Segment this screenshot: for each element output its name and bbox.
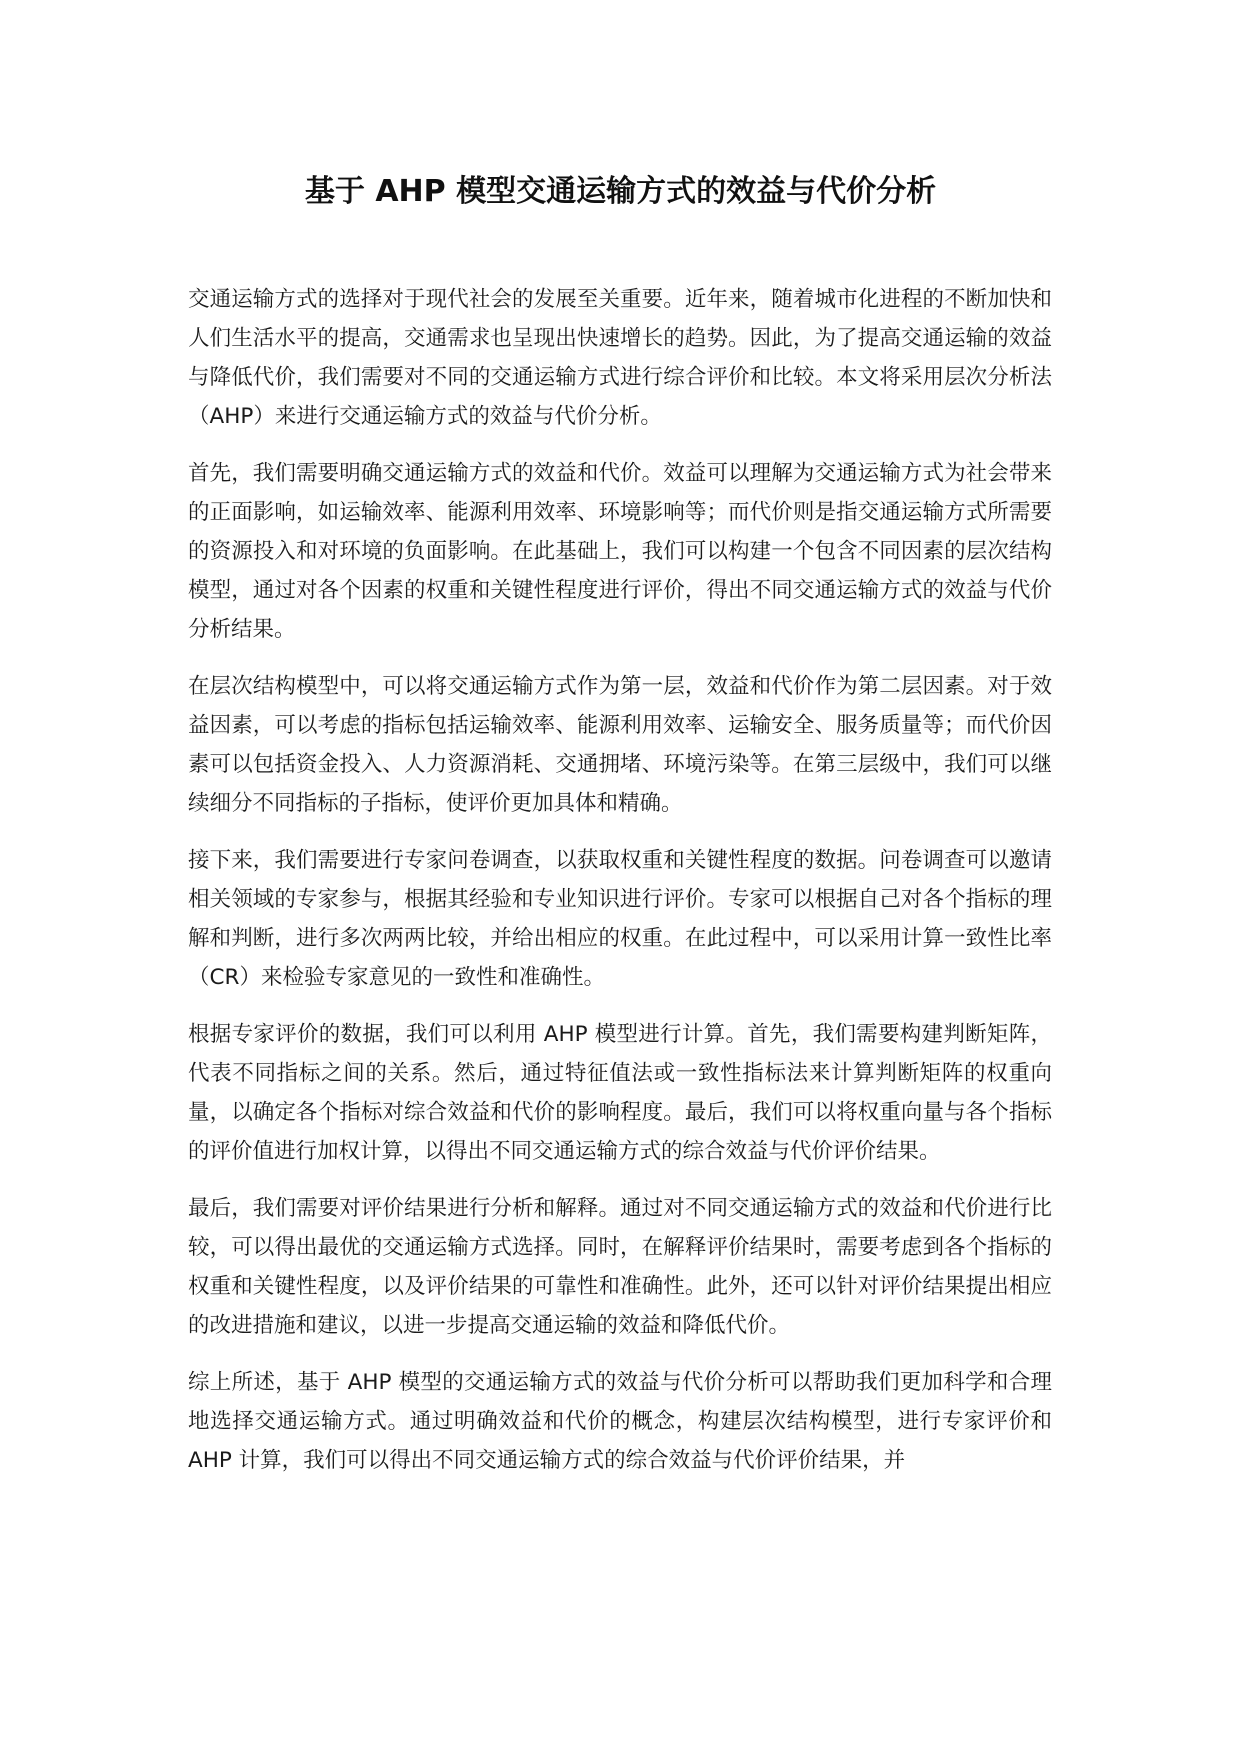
paragraph: 首先，我们需要明确交通运输方式的效益和代价。效益可以理解为交通运输方式为社会带来的正面影响，如运输效率、能源利用效率、环境影响等；而代价则是指交通运输方式所需要的资源投入和对环境的负面影响。在此基础上，我们可以构建一个包含不同因素的层次结构模型，通过对各个因素的权重和关键性程度进行评价，得出不同交通运输方式的效益与代价分析结果。 — [188, 461, 1052, 642]
paragraph: 交通运输方式的选择对于现代社会的发展至关重要。近年来，随着城市化进程的不断加快和人们生活水平的提高，交通需求也呈现出快速增长的趋势。因此，为了提高交通运输的效益与降低代价，我们需要对不同的交通运输方式进行综合评价和比较。本文将采用层次分析法（AHP）来进行交通运输方式的效益与代价分析。 — [188, 287, 1052, 429]
paragraph: 综上所述，基于 AHP 模型的交通运输方式的效益与代价分析可以帮助我们更加科学和合理地选择交通运输方式。通过明确效益和代价的概念，构建层次结构模型，进行专家评价和 AHP 计算，我们可以得出不同交通运输方式的综合效益与代价评价结果，并 — [188, 1370, 1052, 1473]
document-title: 基于 AHP 模型交通运输方式的效益与代价分析 — [304, 174, 937, 209]
paragraph: 接下来，我们需要进行专家问卷调查，以获取权重和关键性程度的数据。问卷调查可以邀请相关领域的专家参与，根据其经验和专业知识进行评价。专家可以根据自己对各个指标的理解和判断，进行多次两两比较，并给出相应的权重。在此过程中，可以采用计算一致性比率（CR）来检验专家意见的一致性和准确性。 — [188, 848, 1052, 990]
document-body — [188, 280, 1052, 1498]
paragraph: 最后，我们需要对评价结果进行分析和解释。通过对不同交通运输方式的效益和代价进行比较，可以得出最优的交通运输方式选择。同时，在解释评价结果时，需要考虑到各个指标的权重和关键性程度，以及评价结果的可靠性和准确性。此外，还可以针对评价结果提出相应的改进措施和建议，以进一步提高交通运输的效益和降低代价。 — [188, 1196, 1052, 1338]
paragraph: 根据专家评价的数据，我们可以利用 AHP 模型进行计算。首先，我们需要构建判断矩阵，代表不同指标之间的关系。然后，通过特征值法或一致性指标法来计算判断矩阵的权重向量，以确定各个指标对综合效益和代价的影响程度。最后，我们可以将权重向量与各个指标的评价值进行加权计算，以得出不同交通运输方式的综合效益与代价评价结果。 — [188, 1022, 1052, 1164]
paragraph: 在层次结构模型中，可以将交通运输方式作为第一层，效益和代价作为第二层因素。对于效益因素，可以考虑的指标包括运输效率、能源利用效率、运输安全、服务质量等；而代价因素可以包括资金投入、人力资源消耗、交通拥堵、环境污染等。在第三层级中，我们可以继续细分不同指标的子指标，使评价更加具体和精确。 — [188, 674, 1052, 816]
